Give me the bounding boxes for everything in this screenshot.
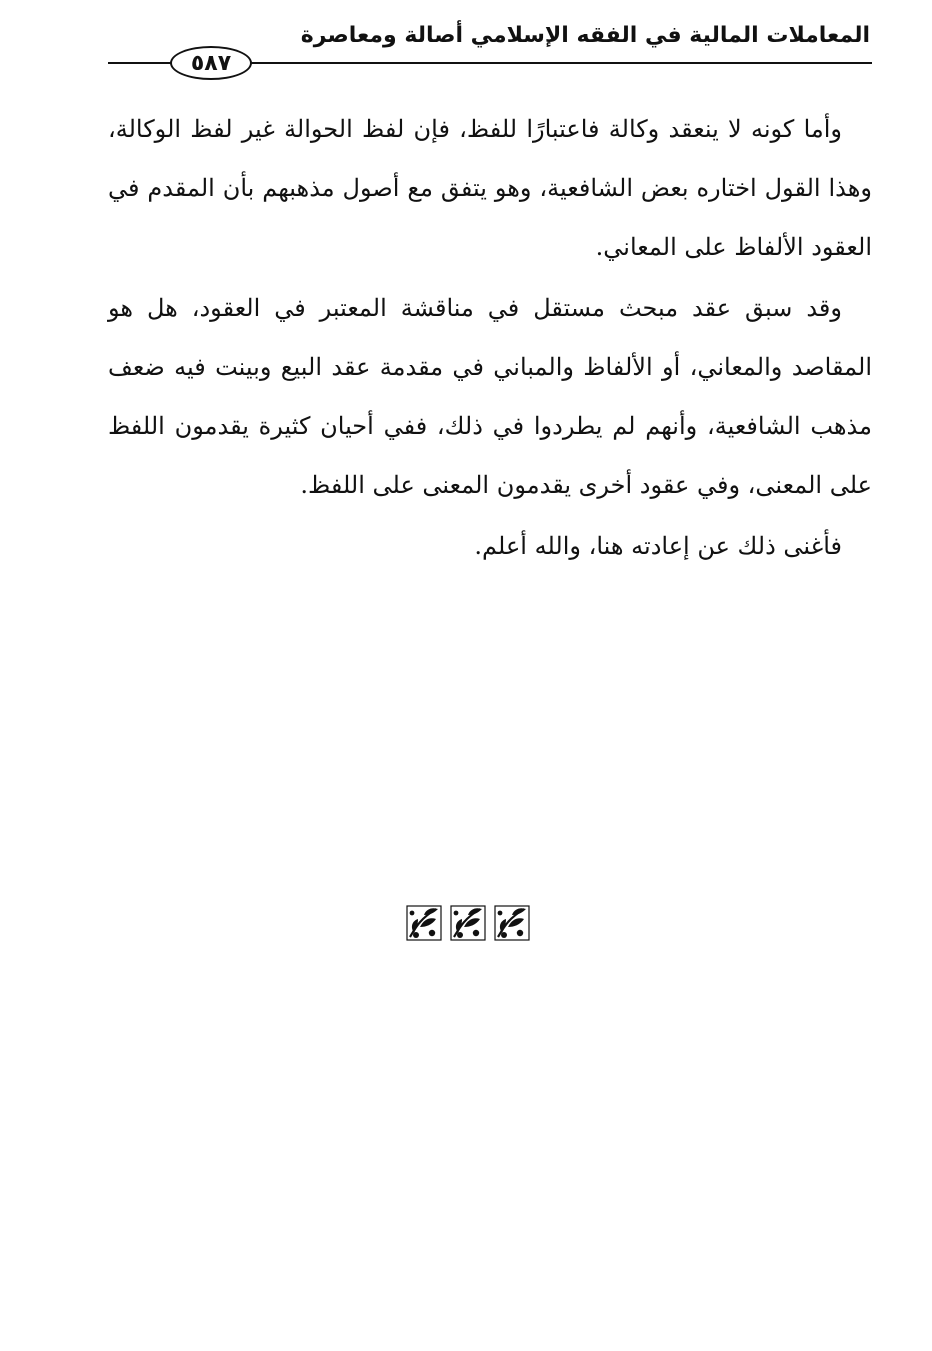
page-number-badge (170, 46, 252, 80)
paragraph: فأغنى ذلك عن إعادته هنا، والله أعلم. (474, 532, 842, 560)
floral-ornament-icon (406, 905, 442, 941)
running-header-title: المعاملات المالية في الفقه الإسلامي أصالة ومعاصرة (300, 23, 870, 48)
floral-ornament-icon (494, 905, 530, 941)
paragraph: وقد سبق عقد مبحث مستقل في مناقشة المعتبر في العقود، هل هو المقاصد والمعاني، أو الألفاظ والمباني في مقدمة عقد البيع وبينت فيه ضعف مذهب الشافعية، وأنهم لم يطردوا في ذلك، ففي أحيان كثيرة يقدمون اللفظ على المعنى، وفي عقود أخرى يقدمون المعنى على اللفظ. (108, 294, 872, 499)
floral-ornament-icon (450, 905, 486, 941)
page-number: ٥٨٧ (190, 50, 232, 76)
paragraph: وأما كونه لا ينعقد وكالة فاعتبارًا للفظ، فإن لفظ الحوالة غير لفظ الوكالة، وهذا القول اختاره بعض الشافعية، وهو يتفق مع أصول مذهبهم بأن المقدم في العقود الألفاظ على المعاني. (108, 115, 872, 261)
body-text (108, 100, 872, 576)
section-end-ornaments (406, 904, 530, 942)
